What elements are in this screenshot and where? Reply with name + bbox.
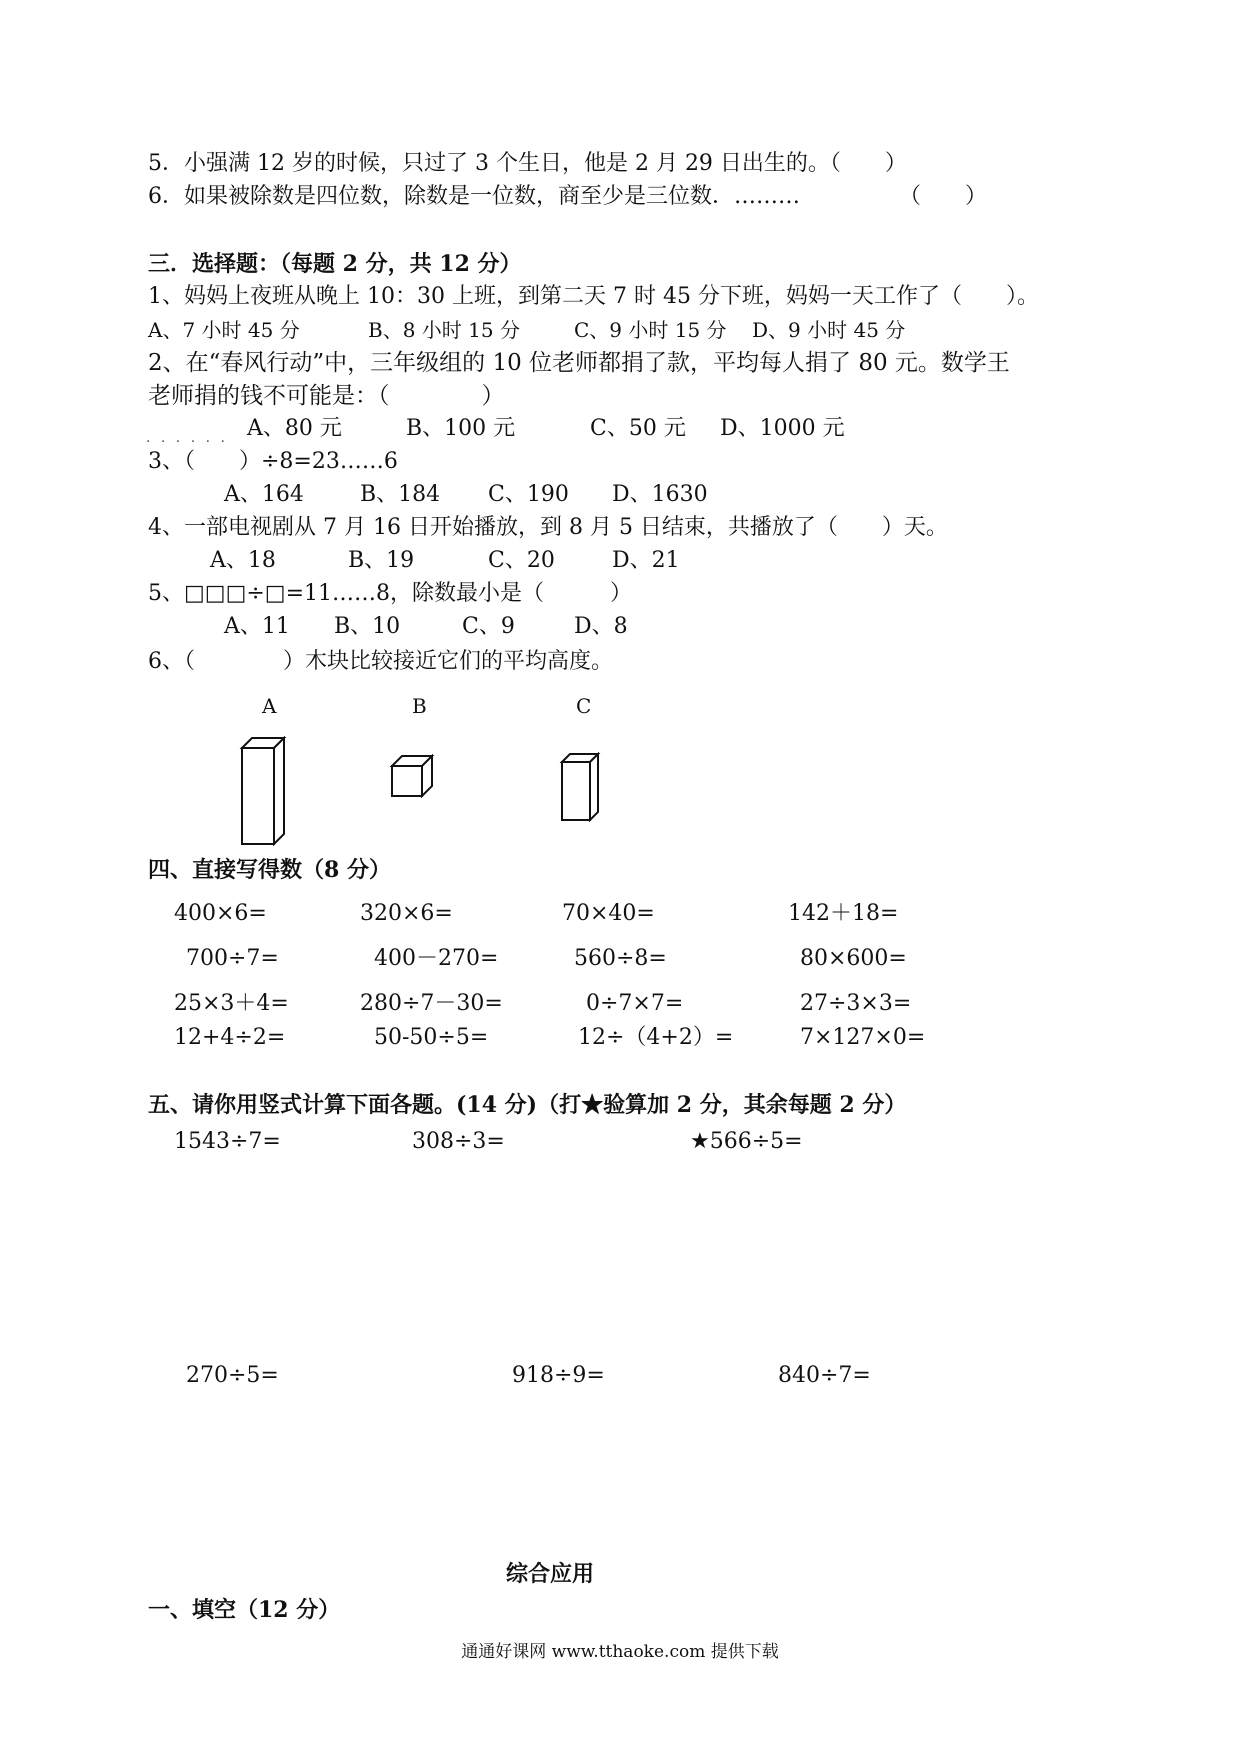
calc-r1-c4: 142＋18= <box>788 901 899 926</box>
calc-r2-c2: 400－270= <box>374 946 499 971</box>
vertical-calc-5: 918÷9= <box>512 1363 605 1388</box>
calc-r1-c3: 70×40= <box>562 901 655 926</box>
judge-item-5: 5．小强满 12 岁的时候，只过了 3 个生日，他是 2 月 29 日出生的。（ ） <box>148 151 907 176</box>
q4-option-a: A、18 <box>210 548 276 573</box>
calc-r1-c2: 320×6= <box>360 901 453 926</box>
q3-option-c: C、190 <box>488 482 569 507</box>
vertical-calc-3: ★566÷5= <box>690 1129 803 1154</box>
q1-text: 1、妈妈上夜班从晚上 10：30 上班，到第二天 7 时 45 分下班，妈妈一天工作了（ ）。 <box>148 284 1039 309</box>
q3-option-b: B、184 <box>360 482 441 507</box>
q2-option-b: B、100 元 <box>406 416 516 441</box>
block-label-c: C <box>576 694 592 718</box>
q1-option-b: B、8 小时 15 分 <box>368 318 520 342</box>
q6-text: 6、（ ）木块比较接近它们的平均高度。 <box>148 649 613 674</box>
q2-text-line2: 老师捐的钱不可能是：（ ） <box>148 383 505 409</box>
block-a-figure <box>238 734 288 848</box>
calc-r2-c3: 560÷8= <box>574 946 667 971</box>
q3-option-d: D、1630 <box>612 482 708 507</box>
q4-option-d: D、21 <box>612 548 680 573</box>
calc-r4-c4: 7×127×0= <box>800 1025 926 1050</box>
section4-title: 四、直接写得数（8 分） <box>148 857 391 883</box>
calc-r3-c4: 27÷3×3= <box>800 991 912 1016</box>
q2-text-line1: 2、在“春风行动”中，三年级组的 10 位老师都捐了款，平均每人捐了 80 元。数学王 <box>148 350 1010 376</box>
block-b-figure <box>388 752 438 800</box>
vertical-calc-4: 270÷5= <box>186 1363 279 1388</box>
q5-option-d: D、8 <box>574 614 628 639</box>
q5-option-c: C、9 <box>462 614 515 639</box>
block-c-figure <box>558 750 604 824</box>
q2-option-c: C、50 元 <box>590 416 686 441</box>
q4-text: 4、一部电视剧从 7 月 16 日开始播放，到 8 月 5 日结束，共播放了（ ）天。 <box>148 515 948 540</box>
q1-option-a: A、7 小时 45 分 <box>148 318 300 342</box>
page-footer: 通通好课网 www.tthaoke.com 提供下载 <box>461 1642 779 1662</box>
fill-blank-title: 一、填空（12 分） <box>148 1597 341 1623</box>
vertical-calc-2: 308÷3= <box>412 1129 505 1154</box>
q1-option-d: D、9 小时 45 分 <box>752 318 906 342</box>
vertical-calc-6: 840÷7= <box>778 1363 871 1388</box>
q2-option-d: D、1000 元 <box>720 416 845 441</box>
calc-r2-c1: 700÷7= <box>186 946 279 971</box>
calc-r3-c2: 280÷7－30= <box>360 991 503 1016</box>
section5-title: 五、请你用竖式计算下面各题。(14 分)（打★验算加 2 分，其余每题 2 分） <box>148 1092 907 1118</box>
judge-item-6: 6．如果被除数是四位数，除数是一位数，商至少是三位数．……… （ ） <box>148 184 987 209</box>
q2-option-a: A、80 元 <box>247 416 342 441</box>
q3-text: 3、（ ）÷8=23……6 <box>148 449 398 474</box>
q5-option-a: A、11 <box>224 614 290 639</box>
block-label-a: A <box>262 694 277 718</box>
calc-r4-c3: 12÷（4+2）= <box>578 1025 734 1050</box>
q4-option-c: C、20 <box>488 548 555 573</box>
calc-r1-c1: 400×6= <box>174 901 267 926</box>
dotted-mark: . . . . . . <box>146 430 228 446</box>
q1-option-c: C、9 小时 15 分 <box>574 318 727 342</box>
q3-option-a: A、164 <box>224 482 304 507</box>
block-label-b: B <box>412 694 427 718</box>
q4-option-b: B、19 <box>348 548 415 573</box>
calc-r3-c3: 0÷7×7= <box>586 991 684 1016</box>
calc-r2-c4: 80×600= <box>800 946 907 971</box>
q5-option-b: B、10 <box>334 614 401 639</box>
vertical-calc-1: 1543÷7= <box>174 1129 281 1154</box>
q5-text: 5、□□□÷□=11……8，除数最小是（ ） <box>148 581 633 606</box>
calc-r4-c1: 12+4÷2= <box>174 1025 286 1050</box>
calc-r4-c2: 50-50÷5= <box>374 1025 489 1050</box>
calc-r3-c1: 25×3＋4= <box>174 991 289 1016</box>
section3-title: 三．选择题：（每题 2 分，共 12 分） <box>148 251 522 277</box>
comprehensive-title: 综合应用 <box>506 1561 595 1587</box>
